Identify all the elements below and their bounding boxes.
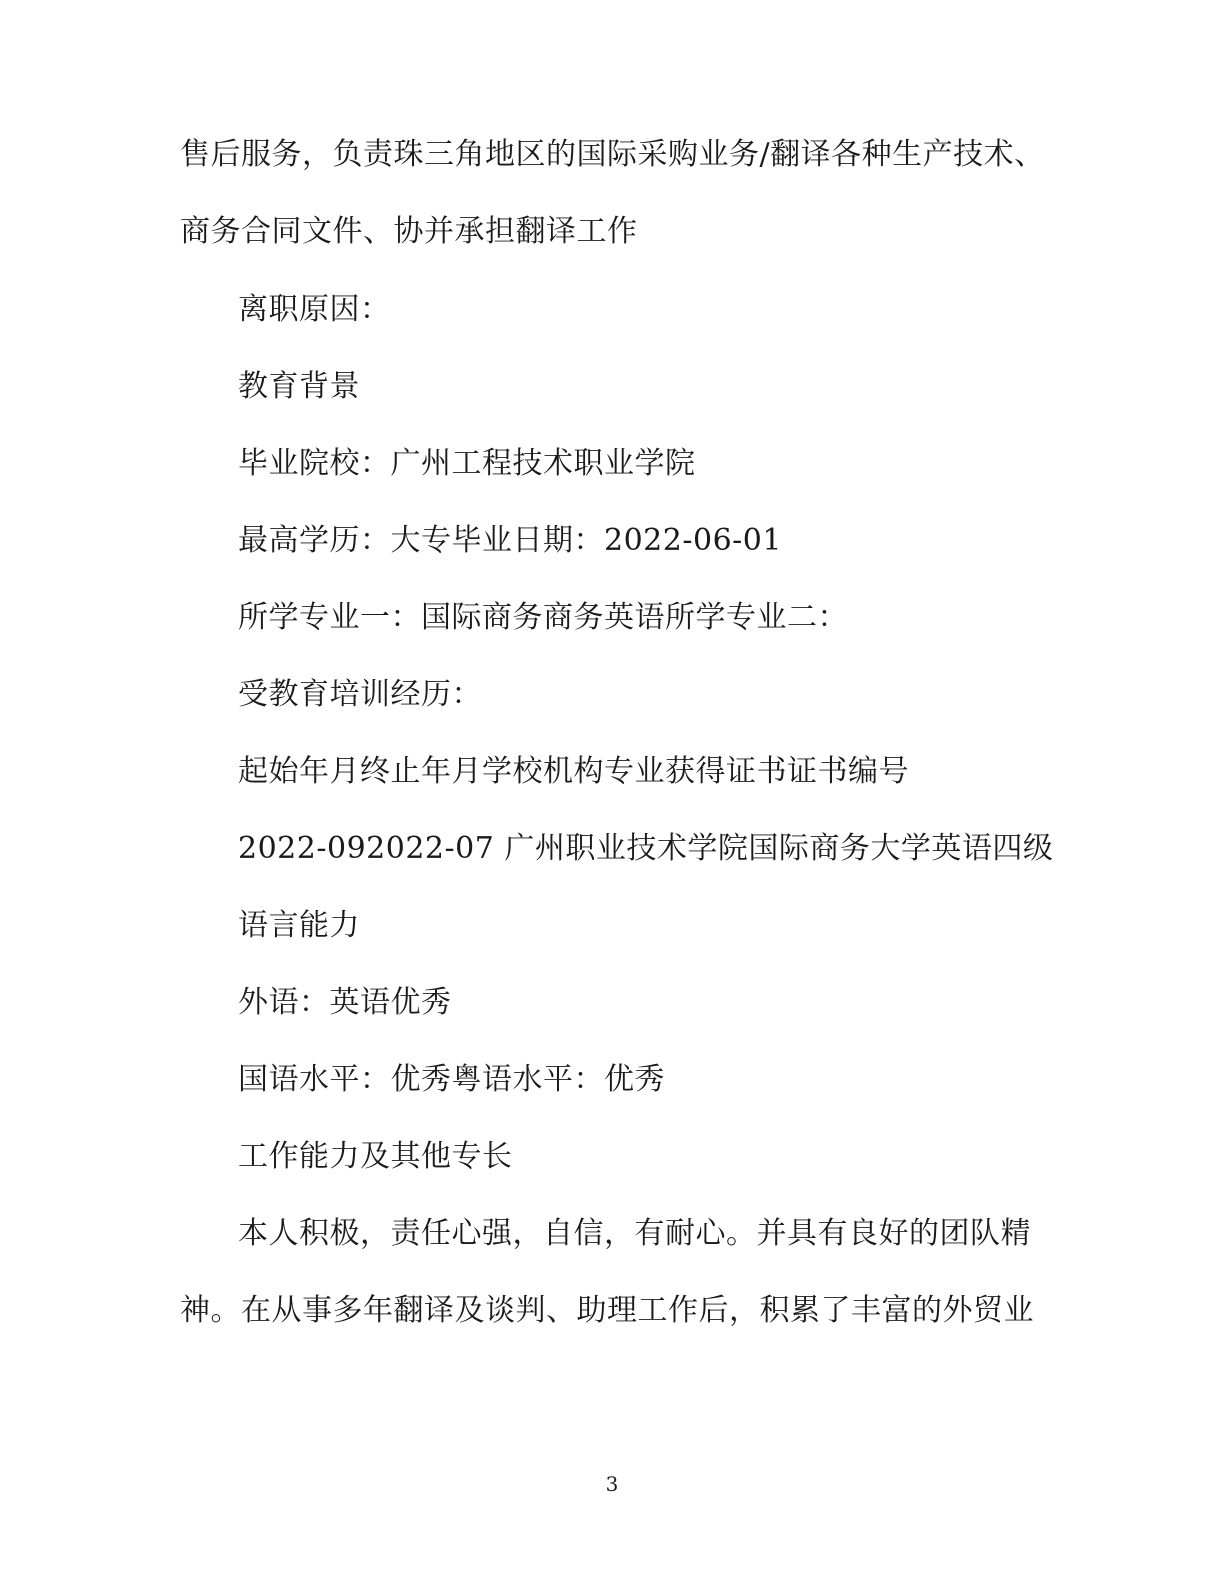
text-line: 售后服务，负责珠三角地区的国际采购业务/翻译各种生产技术、 bbox=[180, 137, 1045, 172]
text-line: 毕业院校：广州工程技术职业学院 bbox=[238, 446, 696, 481]
text-line: 国语水平：优秀粤语水平：优秀 bbox=[238, 1062, 665, 1097]
text-line: 最高学历：大专毕业日期：2022-06-01 bbox=[238, 523, 782, 558]
section-heading: 语言能力 bbox=[238, 908, 360, 943]
section-heading: 工作能力及其他专长 bbox=[238, 1139, 513, 1174]
text-line: 外语：英语优秀 bbox=[238, 985, 452, 1020]
text-line: 商务合同文件、协并承担翻译工作 bbox=[180, 214, 638, 249]
text-line: 所学专业一：国际商务商务英语所学专业二： bbox=[238, 600, 848, 635]
page-number: 3 bbox=[605, 1472, 619, 1496]
text-line: 本人积极，责任心强，自信，有耐心。并具有良好的团队精 bbox=[238, 1216, 1031, 1251]
section-heading: 教育背景 bbox=[238, 369, 360, 404]
text-line: 2022-092022-07 广州职业技术学院国际商务大学英语四级 bbox=[238, 831, 1054, 866]
text-line: 受教育培训经历： bbox=[238, 677, 482, 712]
text-line: 起始年月终止年月学校机构专业获得证书证书编号 bbox=[238, 754, 909, 789]
text-line: 离职原因： bbox=[238, 292, 391, 327]
text-line: 神。在从事多年翻译及谈判、助理工作后，积累了丰富的外贸业 bbox=[180, 1293, 1034, 1328]
